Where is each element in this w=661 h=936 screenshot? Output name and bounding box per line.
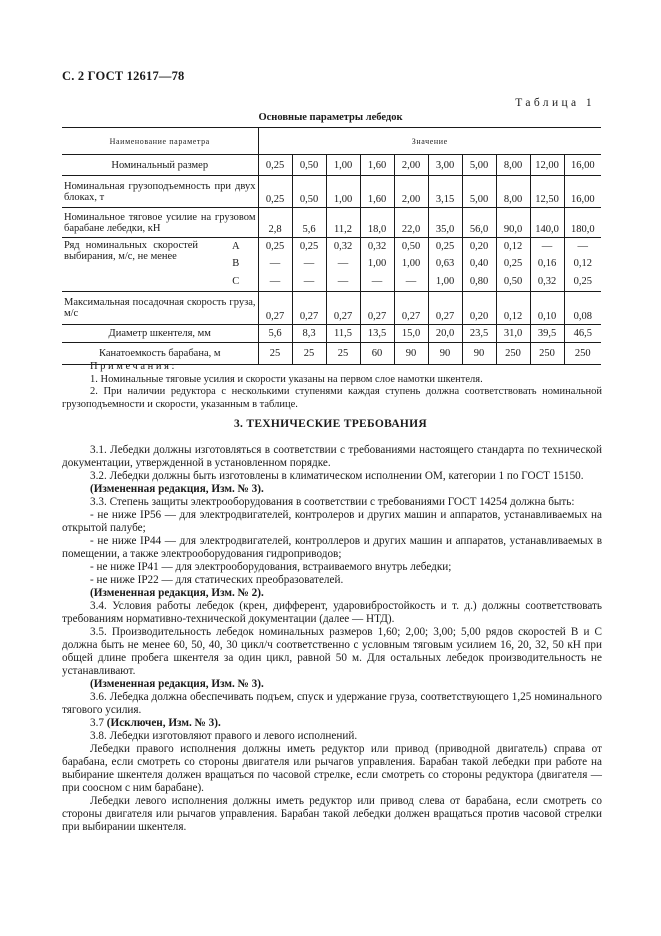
value-cell: 1,00 xyxy=(394,255,428,273)
param-name: Диаметр шкентеля, мм xyxy=(62,325,258,343)
value-cell: 23,5 xyxy=(462,325,496,343)
param-name: Номинальное тяговое усилие на грузовом барабане лебедки, кН xyxy=(62,208,258,238)
value-cell: 5,00 xyxy=(462,176,496,208)
value-cell: 0,25 xyxy=(258,176,292,208)
section-title: 3. ТЕХНИЧЕСКИЕ ТРЕБОВАНИЯ xyxy=(233,418,428,430)
value-cell: 0,25 xyxy=(258,155,292,176)
value-cell: — xyxy=(360,273,394,292)
value-cell: 11,2 xyxy=(326,208,360,238)
value-cell: 0,20 xyxy=(462,238,496,255)
value-cell: 13,5 xyxy=(360,325,394,343)
paragraph: 3.6. Лебедка должна обеспечивать подъем, спуск и удержание груза, соответствующего 1,25 номинального тягового усилия. xyxy=(62,691,602,716)
notes-title: Примечания: xyxy=(90,361,178,372)
header-param-name: Наименование параметра xyxy=(62,128,258,155)
value-cell: 2,8 xyxy=(258,208,292,238)
value-cell: — xyxy=(292,255,326,273)
value-cell: — xyxy=(530,238,564,255)
table-notes xyxy=(62,361,602,411)
value-cell: 0,50 xyxy=(496,273,530,292)
value-cell: 90 xyxy=(462,343,496,365)
table-row xyxy=(62,325,601,343)
excluded-note: (Исключен, Изм. № 3). xyxy=(106,717,221,729)
note-item: 1. Номинальные тяговые усилия и скорости указаны на первом слое намотки шкентеля. xyxy=(90,373,483,385)
value-cell: 39,5 xyxy=(530,325,564,343)
value-cell: 0,32 xyxy=(360,238,394,255)
value-cell: 0,27 xyxy=(360,292,394,325)
value-cell: 250 xyxy=(530,343,564,365)
paragraph: 3.1. Лебедки должны изготовляться в соответствии с требованиями настоящего стандарта по технической документации, утвержденной в установленном порядке. xyxy=(62,444,602,469)
paragraph: 3.5. Производительность лебедок номинальных размеров 1,60; 2,00; 3,00; 5,00 рядов скоростей В и С должна быть не менее 60, 50, 40, 30 цикл/ч соответственно с условным тяговым усилием 16, 20, 32, 50 кН при общей длине пробега шкентеля за один цикл, равной 50 м. Для остальных лебедок производительность не устанавливают. xyxy=(62,626,602,677)
value-cell: 0,12 xyxy=(496,292,530,325)
paragraph: - не ниже IP44 — для электродвигателей, контроллеров и других машин и аппаратов, устанавливаемых в помещении, а также электрооборудования гидроприводов; xyxy=(62,535,602,560)
value-cell: 1,60 xyxy=(360,176,394,208)
value-cell: — xyxy=(292,273,326,292)
table-title: Основные параметры лебедок xyxy=(258,112,403,123)
value-cell: — xyxy=(258,255,292,273)
param-name: Ряд номинальных скоростей выбирания, м/с, не менее xyxy=(62,238,200,292)
value-cell: 0,80 xyxy=(462,273,496,292)
page-header: С. 2 ГОСТ 12617—78 xyxy=(62,69,185,83)
value-cell: 0,32 xyxy=(530,273,564,292)
value-cell: 20,0 xyxy=(428,325,462,343)
value-cell: 15,0 xyxy=(394,325,428,343)
value-cell: 25 xyxy=(258,343,292,365)
value-cell: 25 xyxy=(326,343,360,365)
value-cell: 18,0 xyxy=(360,208,394,238)
value-cell: 0,27 xyxy=(428,292,462,325)
table-row xyxy=(62,155,601,176)
speed-row-label: С xyxy=(200,273,258,292)
value-cell: 0,25 xyxy=(292,238,326,255)
value-cell: 0,40 xyxy=(462,255,496,273)
table-row xyxy=(62,292,601,325)
table-row xyxy=(62,208,601,238)
speed-row-label: В xyxy=(232,258,240,269)
value-cell: 1,00 xyxy=(360,255,394,273)
parameters-table xyxy=(62,127,601,365)
param-name: Канатоемкость барабана, м xyxy=(62,343,258,365)
table-row xyxy=(62,176,601,208)
value-cell: 12,50 xyxy=(530,176,564,208)
amendment-note: (Измененная редакция, Изм. № 3). xyxy=(90,483,264,495)
value-cell: 0,27 xyxy=(394,292,428,325)
value-cell: 56,0 xyxy=(462,208,496,238)
value-cell: 16,00 xyxy=(564,155,601,176)
value-cell: 16,00 xyxy=(564,176,601,208)
value-cell: 2,00 xyxy=(394,176,428,208)
paragraph: Лебедки левого исполнения должны иметь редуктор или привод слева от барабана, если смотреть со стороны двигателя или рычагов управления. Барабан такой лебедки должен вращаться против часовой стрелки при выбирании шкентеля. xyxy=(62,795,602,833)
paragraph: 3.4. Условия работы лебедок (крен, дифферент, ударовибростойкость и т. д.) должны соответствовать требованиям нормативно-технической документации (далее — НТД). xyxy=(62,600,602,625)
value-cell: 140,0 xyxy=(530,208,564,238)
value-cell: 35,0 xyxy=(428,208,462,238)
paragraph: - не ниже IP41 — для электрооборудования, встраиваемого внутрь лебедки; xyxy=(90,561,452,573)
value-cell: 5,6 xyxy=(292,208,326,238)
value-cell: — xyxy=(326,255,360,273)
paragraph: 3.8. Лебедки изготовляют правого и левого исполнений. xyxy=(90,730,358,742)
value-cell: 60 xyxy=(360,343,394,365)
value-cell: 0,12 xyxy=(496,238,530,255)
value-cell: 0,25 xyxy=(496,255,530,273)
value-cell: 0,50 xyxy=(394,238,428,255)
value-cell: 3,15 xyxy=(428,176,462,208)
paragraph: - не ниже IP56 — для электродвигателей, контролеров и других машин и аппаратов, устанавливаемых на открытой палубе; xyxy=(62,509,602,534)
value-cell: 22,0 xyxy=(394,208,428,238)
value-cell: 12,00 xyxy=(530,155,564,176)
param-name: Номинальная грузоподъемность при двух блоках, т xyxy=(62,176,258,208)
paragraph-excluded xyxy=(62,717,602,730)
param-name: Номинальный размер xyxy=(62,155,258,176)
table-header-row xyxy=(62,128,601,155)
value-cell: 8,3 xyxy=(292,325,326,343)
value-cell: 0,25 xyxy=(564,273,601,292)
header-value: Значение xyxy=(258,128,601,155)
value-cell: 90 xyxy=(428,343,462,365)
value-cell: 0,08 xyxy=(564,292,601,325)
value-cell: 2,00 xyxy=(394,155,428,176)
value-cell: 0,32 xyxy=(326,238,360,255)
value-cell: 5,6 xyxy=(258,325,292,343)
value-cell: 250 xyxy=(496,343,530,365)
value-cell: 25 xyxy=(292,343,326,365)
value-cell: 0,16 xyxy=(530,255,564,273)
paragraph: - не ниже IP22 — для статических преобразователей. xyxy=(90,574,344,586)
paragraph: 3.3. Степень защиты электрооборудования в соответствии с требованиями ГОСТ 14254 должна быть: xyxy=(90,496,575,508)
speed-row-label: А xyxy=(231,240,240,252)
value-cell: 1,00 xyxy=(428,273,462,292)
amendment-note: (Измененная редакция, Изм. № 2). xyxy=(90,587,264,599)
value-cell: 0,63 xyxy=(428,255,462,273)
value-cell: 180,0 xyxy=(564,208,601,238)
param-name: Максимальная посадочная скорость груза, м/с xyxy=(62,292,258,325)
value-cell: 0,20 xyxy=(462,292,496,325)
paragraph: 3.2. Лебедки должны быть изготовлены в климатическом исполнении ОМ, категории 1 по ГОСТ 15150. xyxy=(90,470,584,482)
value-cell: 90,0 xyxy=(496,208,530,238)
value-cell: 1,60 xyxy=(360,155,394,176)
amendment-note: (Измененная редакция, Изм. № 3). xyxy=(90,678,264,690)
value-cell: 0,27 xyxy=(292,292,326,325)
value-cell: 31,0 xyxy=(496,325,530,343)
value-cell: 0,50 xyxy=(292,155,326,176)
value-cell: 46,5 xyxy=(564,325,601,343)
paragraph: Лебедки правого исполнения должны иметь редуктор или привод (приводной двигатель) справа от барабана, если смотреть со стороны двигателя или рычагов управления. Барабан такой лебедки при работе на выбирание шкентеля должен вращаться по часовой стрелке, если смотреть со стороны редуктора (двигателя — при соосном с ним барабане). xyxy=(62,743,602,794)
value-cell: 0,10 xyxy=(530,292,564,325)
value-cell: 0,25 xyxy=(258,238,292,255)
value-cell: 0,50 xyxy=(292,176,326,208)
table-row xyxy=(62,238,601,255)
value-cell: — xyxy=(326,273,360,292)
value-cell: — xyxy=(564,238,601,255)
value-cell: 3,00 xyxy=(428,155,462,176)
value-cell: 5,00 xyxy=(462,155,496,176)
value-cell: 250 xyxy=(564,343,601,365)
value-cell: 11,5 xyxy=(326,325,360,343)
table-label: Таблица 1 xyxy=(515,97,595,109)
value-cell: — xyxy=(394,273,428,292)
value-cell: 8,00 xyxy=(496,155,530,176)
value-cell: 1,00 xyxy=(326,155,360,176)
value-cell: 0,27 xyxy=(258,292,292,325)
note-item: 2. При наличии редуктора с несколькими ступенями каждая ступень должна соответствовать номинальной грузоподъемности и скорости, указанным в таблице. xyxy=(62,386,602,410)
value-cell: — xyxy=(258,273,292,292)
value-cell: 0,25 xyxy=(428,238,462,255)
value-cell: 0,27 xyxy=(326,292,360,325)
section-body xyxy=(62,444,602,834)
value-cell: 90 xyxy=(394,343,428,365)
value-cell: 1,00 xyxy=(326,176,360,208)
paragraph-number: 3.7 xyxy=(90,717,107,729)
value-cell: 0,12 xyxy=(564,255,601,273)
value-cell: 8,00 xyxy=(496,176,530,208)
